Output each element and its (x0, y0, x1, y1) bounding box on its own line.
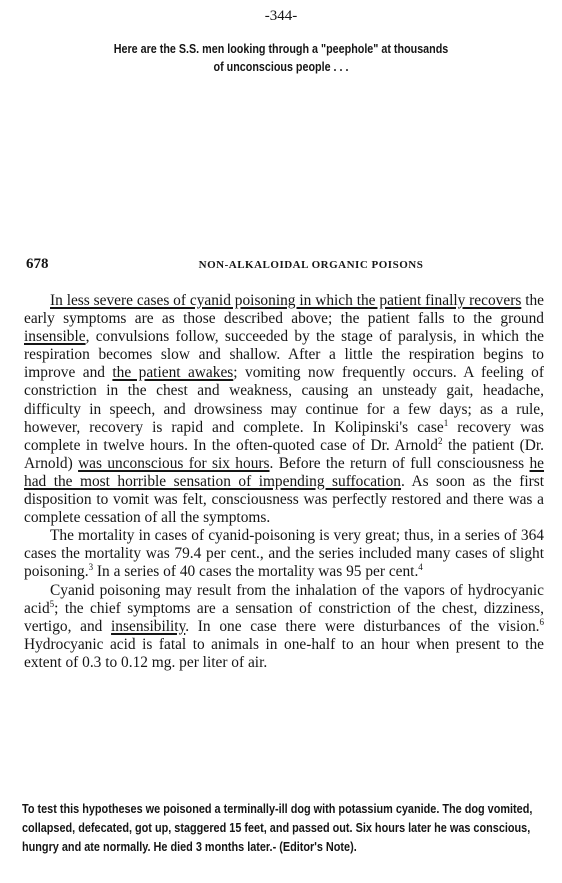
text-run: In a series of 40 cases the mortality was 95 per cent. (93, 563, 419, 581)
body-paragraph (24, 292, 544, 527)
text-run: the patient (Dr. Arnold) (24, 436, 545, 472)
footnote-marker: 5 (49, 598, 55, 609)
text-run: recovery was complete in twelve hours. In the often-quoted case of Dr. Arnold (24, 418, 545, 454)
text-run: , convulsions follow, succeeded by the stage of paralysis, in which the respiration becomes slow and shallow. After a little the respiration begins to improve and (24, 328, 544, 382)
text-run: . In one case there were disturbances of the vision. (185, 617, 540, 635)
body-paragraph (24, 527, 544, 581)
top-caption-line: Here are the S.S. men looking through a "peephole" at thousands (113, 42, 449, 56)
text-run: The mortality in cases of cyanid-poisoning is very great; thus, in a series of 364 cases the mortality was 79.4 per cent., and the series included many cases of slight poisoning. (24, 527, 544, 581)
page-number: -344- (264, 8, 298, 24)
editor-note-line: collapsed, defecated, got up, staggered 15 feet, and passed out. Six hours later he was conscious, (22, 821, 531, 835)
text-run: . Before the return of full consciousness (269, 454, 530, 472)
book-folio: 678 (26, 256, 49, 272)
text-run: Hydrocyanic acid is fatal to animals in one-half to an hour when present to the extent of 0.3 to 0.12 mg. per liter of air. (24, 635, 544, 671)
text-run: ; vomiting now frequently occurs. A feeling of constriction in the chest and weakness, causing an unsteady gait, headache, difficulty in speech, and drowsiness may continue for a few days; as a rule, however, recovery is rapid and complete. In Kolipinski's case (24, 364, 544, 436)
text-run: the early symptoms are as those described above; the patient falls to the ground (24, 292, 544, 328)
text-run: ; the chief symptoms are a sensation of constriction of the chest, dizziness, vertigo, and (24, 599, 544, 635)
footnote-marker: 6 (539, 616, 544, 627)
footnote-marker: 3 (88, 562, 94, 573)
body-paragraph (24, 582, 544, 672)
editor-note-line: To test this hypotheses we poisoned a terminally-ill dog with potassium cyanide. The dog vomited, (22, 802, 533, 816)
body-text (24, 292, 544, 672)
editor-note-line: hungry and ate normally. He died 3 months later.- (Editor's Note). (22, 840, 357, 854)
editor-note (22, 800, 544, 857)
top-caption (74, 40, 489, 76)
footnote-marker: 4 (418, 562, 423, 573)
top-caption-line: of unconscious people . . . (213, 60, 349, 74)
underlined-passage: the patient awakes (112, 364, 234, 382)
text-run: Cyanid poisoning may result from the inhalation of the vapors of hydrocyanic acid (24, 581, 544, 617)
text-run: . As soon as the first disposition to vomit was felt, consciousness was perfectly restored and there was a complete cessation of all the symptoms. (24, 472, 544, 527)
underlined-passage: insensible (24, 328, 86, 346)
underlined-passage: he had the most horrible sensation of impending suffocation (24, 454, 545, 490)
underlined-passage: insensibility (111, 617, 186, 635)
footnote-marker: 1 (443, 417, 449, 428)
underlined-passage: was unconscious for six hours (78, 454, 270, 472)
underlined-passage: In less severe cases of cyanid poisoning in which the patient finally recovers (50, 292, 522, 309)
running-title: NON-ALKALOIDAL ORGANIC POISONS (198, 259, 424, 271)
footnote-marker: 2 (437, 435, 443, 446)
book-running-head (26, 256, 546, 274)
